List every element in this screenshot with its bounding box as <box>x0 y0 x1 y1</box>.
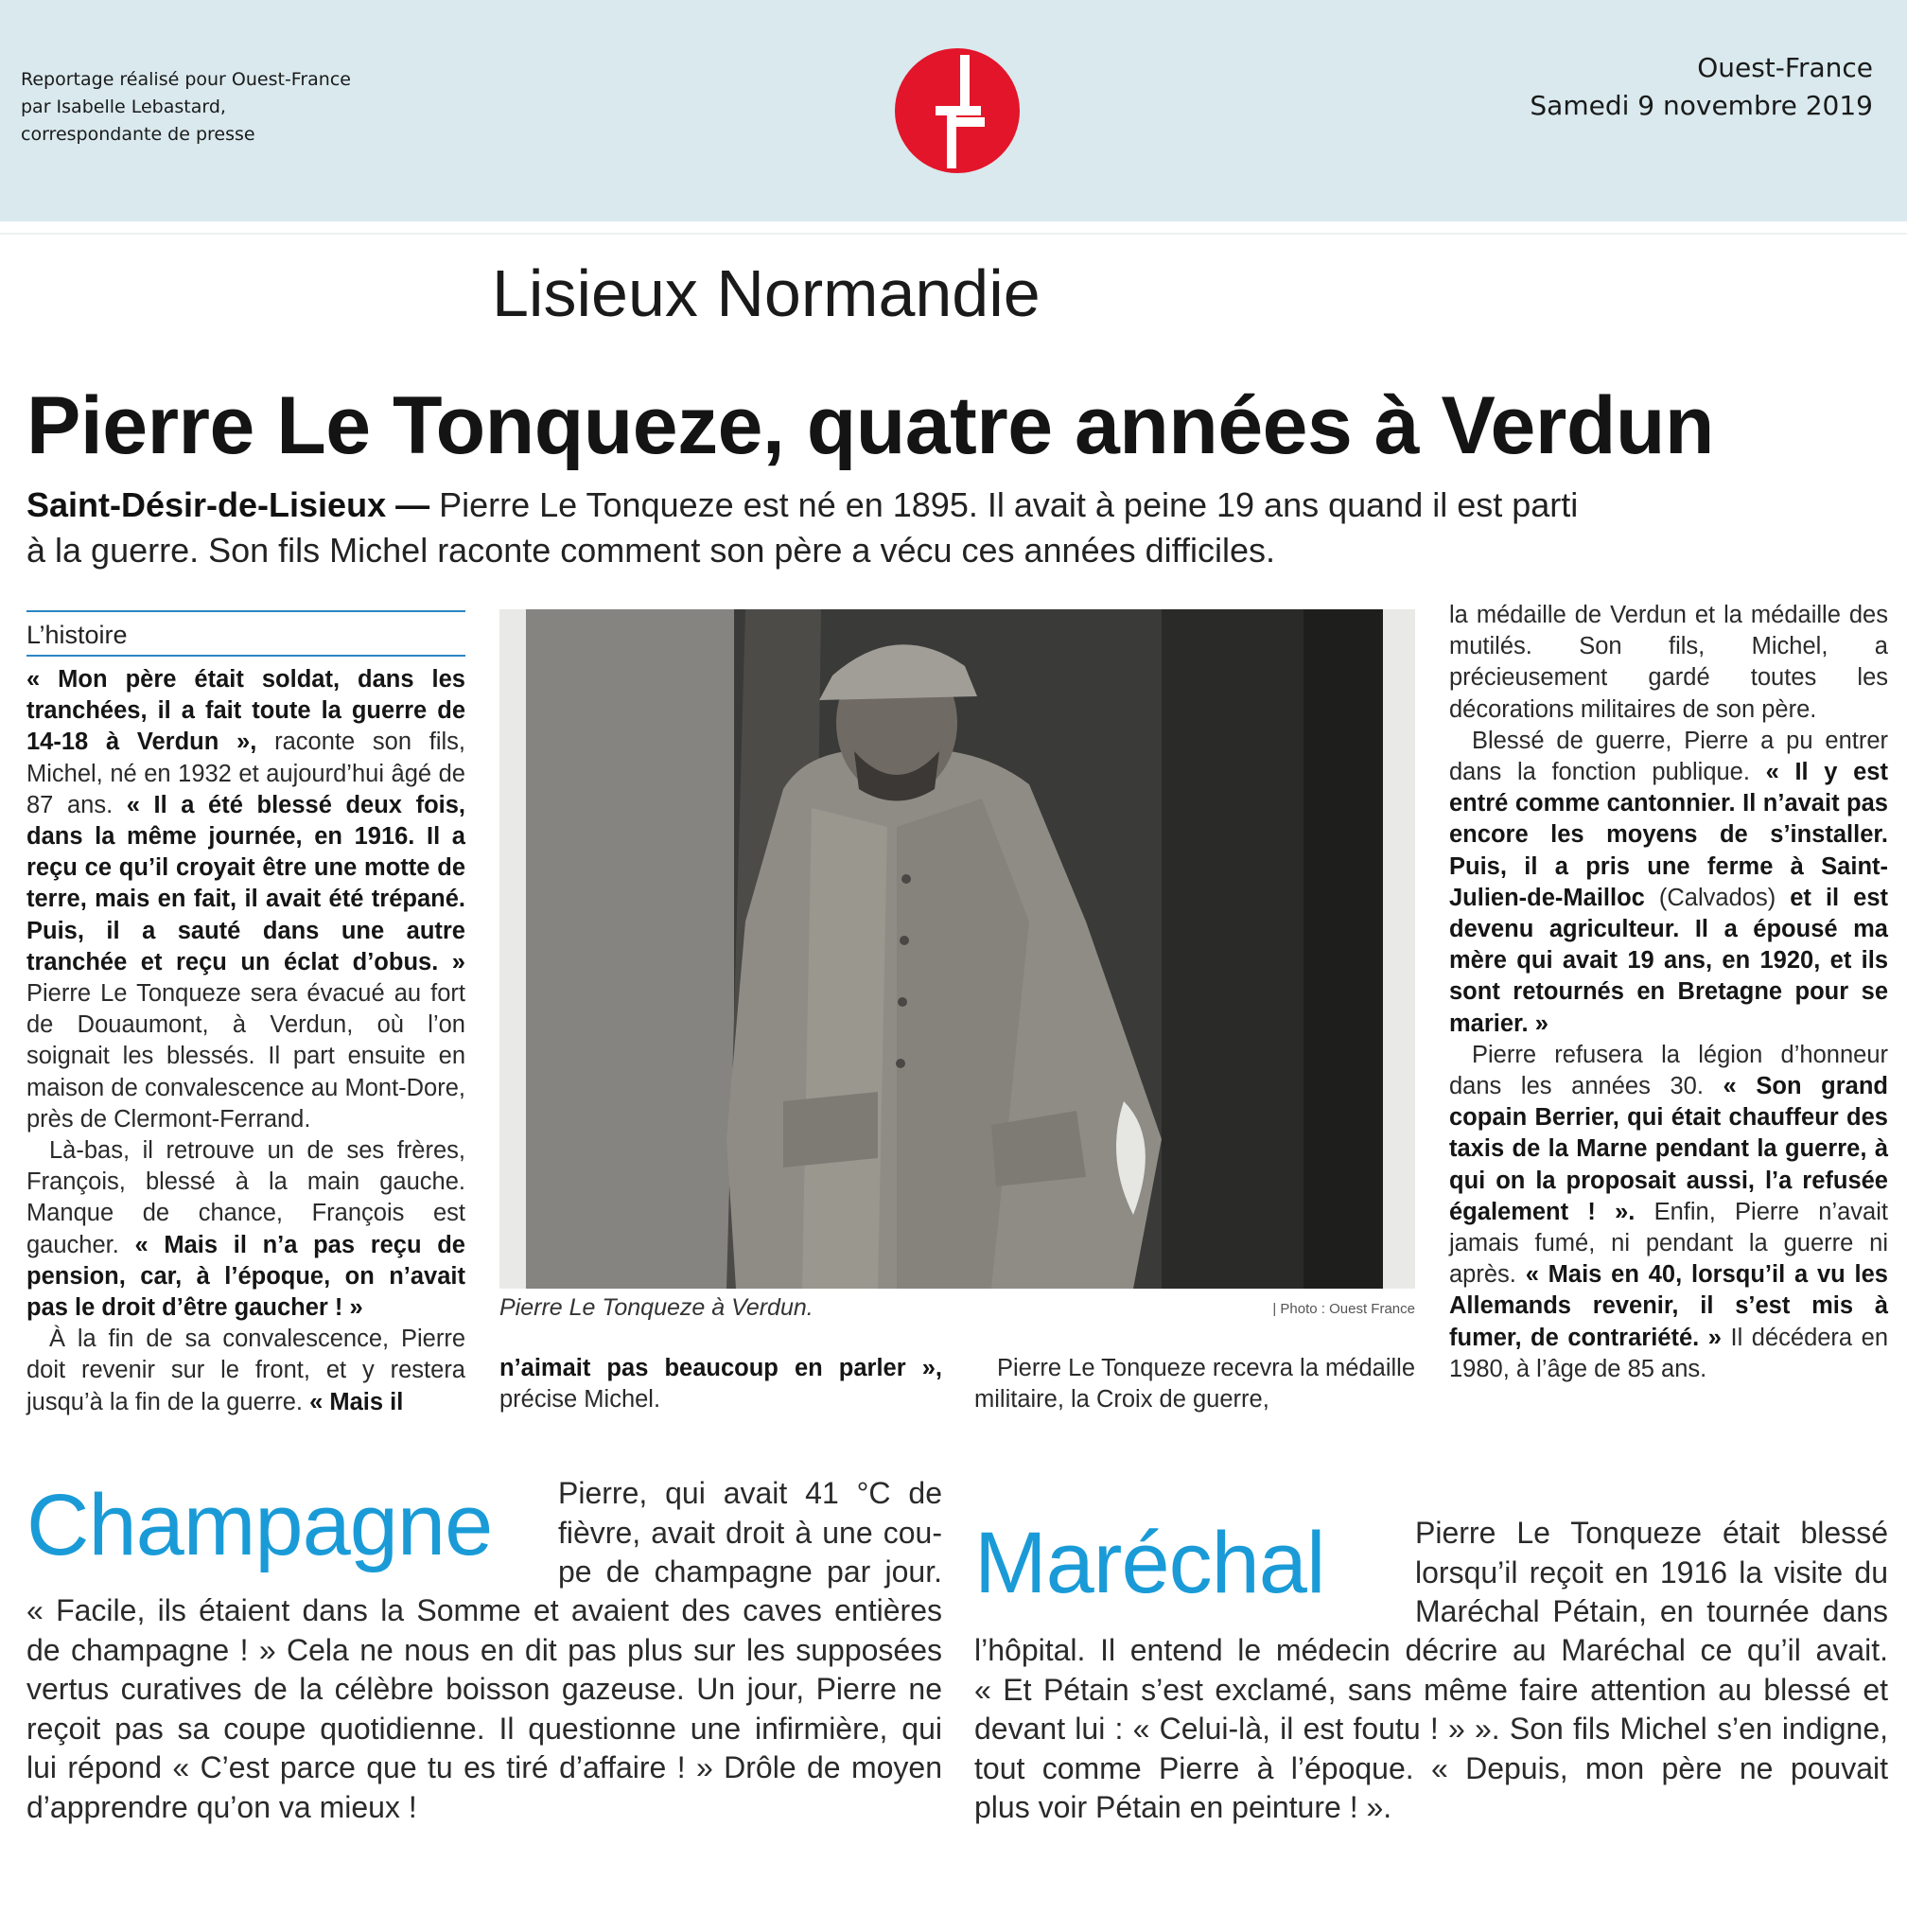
lede-text: à la guerre. Son fils Michel raconte comment son père a vécu ces années difficiles. <box>26 531 1276 570</box>
paragraph: « Mon père était soldat, dans les tranchées, il a fait toute la guerre de 14-18 à Verdun », raconte son fils, Michel, né en 1932 et aujourd’hui âgé de 87 ans. « Il a été blessé deux fois, dans la même journée, en 1916. Il a reçu ce qu’il croyait être une motte de terre, mais en fait, il avait été trépané. Puis, il a sauté dans une autre tranchée et reçu un éclat d’obus. » Pierre Le Tonqueze sera évacué au fort de Douaumont, à Verdun, où l’on soignait les blessés. Il part ensuite en maison de convalescence au Mont-Dore, près de Clermont-Ferrand. <box>26 666 466 1133</box>
article-headline: Pierre Le Tonqueze, quatre années à Verdun <box>26 380 1714 471</box>
lede-place: Saint-Désir-de-Lisieux — <box>26 485 430 524</box>
champagne-body: « Facile, ils étaient dans la Somme et avaient des caves entières de champagne ! » Cela ne nous en dit pas plus sur les supposées vertus curatives de la célèbre boisson gazeuse. Un jour, Pierre ne reçoit pas sa coupe quotidienne. Il questionne une infirmière, qui lui répond « C’est parce que tu es tiré d’affaire ! » Drôle de moyen d’apprendre qu’on va mieux ! <box>26 1593 942 1824</box>
photo-credit: | Photo : Ouest France <box>1272 1301 1415 1317</box>
photo-caption: Pierre Le Tonqueze à Verdun. <box>499 1294 814 1321</box>
paragraph: Pierre Le Tonqueze recevra la médaille militaire, la Croix de guerre, <box>974 1355 1415 1414</box>
keyword-marechal: Maréchal <box>974 1515 1325 1611</box>
box-rule-bottom <box>26 655 465 657</box>
paragraph: À la fin de sa convalescence, Pierre doit revenir sur le front, et y restera jusqu’à la fin de la guerre. « Mais il <box>26 1326 465 1415</box>
publication-name: Ouest-France <box>1697 52 1873 83</box>
article-lede <box>26 483 1710 573</box>
paragraph: Là-bas, il retrouve un de ses frères, François, blessé à la main gauche. Manque de chance, François est gaucher. « Mais il n’a pas reçu de pension, car, à l’époque, on n’avait pas le droit d’être gaucher ! » <box>26 1137 465 1322</box>
section-title: Lisieux Normandie <box>492 256 1041 330</box>
ouest-france-logo <box>894 47 1021 174</box>
article-column-1 <box>26 664 465 1418</box>
article-column-4 <box>1449 600 1888 1385</box>
publication-info <box>1530 49 1873 125</box>
paragraph: n’aimait pas beaucoup en parler », précise Michel. <box>499 1355 942 1414</box>
credit-line: par Isabelle Lebastard, <box>21 97 226 117</box>
box-rule-top <box>26 610 465 612</box>
lede-text: Pierre Le Tonqueze est né en 1895. Il avait à peine 19 ans quand il est parti <box>429 485 1579 524</box>
marechal-body: l’hôpital. Il entend le médecin décrire au Maréchal ce qu’il avait. « Et Pétain s’est exclamé, sans même faire attention au blessé et devant lui : « Celui-là, il est foutu ! » ». Son fils Michel s’en indigne, tout comme Pierre à l’époque. « Depuis, mon père ne pouvait plus voir Pétain en peinture ! ». <box>974 1633 1888 1824</box>
paragraph: Pierre refusera la légion d’honneur dans les années 30. « Son grand copain Berrier, qui était chauffeur des taxis de la Marne pendant la guerre, à qui on la proposait aussi, l’a refusée également ! ». Enfin, Pierre n’avait jamais fumé, ni pendant la guerre ni après. « Mais en 40, lorsqu’il a vu les Allemands revenir, il s’est mis à fumer, de contrariété. » Il décédera en 1980, à l’âge de 85 ans. <box>1449 1041 1888 1382</box>
article-column-2 <box>499 1353 942 1415</box>
keyword-champagne: Champagne <box>26 1477 493 1573</box>
header-band <box>0 0 1907 221</box>
champagne-intro: Pierre, qui avait 41 °C de fièvre, avait droit à une cou- pe de champagne par jour. <box>558 1476 942 1589</box>
paragraph: Blessé de guerre, Pierre a pu entrer dans la fonction publique. « Il y est entré comme cantonnier. Il n’avait pas encore les moyens de s’installer. Puis, il a pris une ferme à Saint-Julien-de-Mailloc (Calvados) et il est devenu agriculteur. Il a épousé ma mère qui avait 19 ans, en 1920, et ils sont retournés en Bretagne pour se marier. » <box>1449 727 1888 1037</box>
header-divider <box>0 233 1907 235</box>
reportage-credit <box>21 66 418 149</box>
publication-date: Samedi 9 novembre 2019 <box>1530 90 1873 121</box>
credit-line: correspondante de presse <box>21 124 255 145</box>
marechal-intro: Pierre Le Tonqueze était blessé lorsqu’il reçoit en 1916 la visite du Maréchal Pétain, en tournée dans <box>1415 1516 1888 1628</box>
credit-line: Reportage réalisé pour Ouest-France <box>21 69 351 90</box>
soldier-photo <box>499 609 1415 1289</box>
article-column-3 <box>974 1353 1415 1415</box>
paragraph: la médaille de Verdun et la médaille des mutilés. Son fils, Michel, a précieusement gardé toutes les décorations militaires de son père. <box>1449 602 1888 723</box>
box-label: L’histoire <box>26 621 128 649</box>
